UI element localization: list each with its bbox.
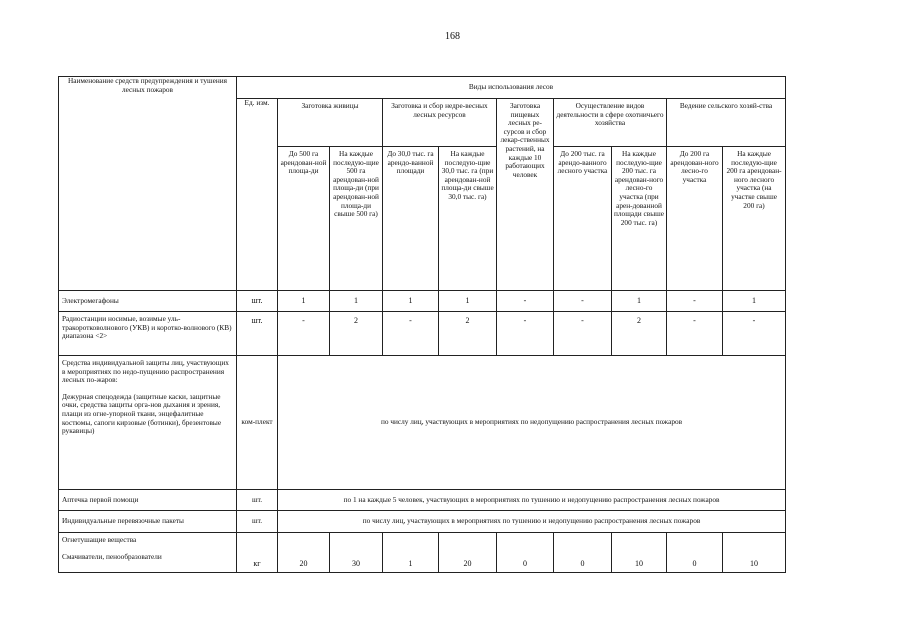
- row-value: 20: [439, 533, 497, 573]
- row-value: -: [497, 312, 554, 356]
- row-unit: ком-плект: [237, 356, 278, 490]
- row-merged-value: по числу лиц, участвующих в мероприятиях по недопущению распространения лесных пожаров: [278, 356, 786, 490]
- row-value: 30: [330, 533, 383, 573]
- row-name-part1: Средства индивидуальной защиты лиц, участвующих в мероприятиях по недо-пущению распространения лесных по-жаров:: [62, 358, 229, 385]
- row-unit: кг: [237, 533, 278, 573]
- row-merged-value: по 1 на каждые 5 человек, участвующих в мероприятиях по тушению и недопущению распространения лесных пожаров: [278, 490, 786, 511]
- row-value: 1: [383, 291, 439, 312]
- row-name-part2: Смачиватели, пенообразователи: [62, 551, 162, 561]
- subheader-hunting-each-next: На каждые последую-щие 200 тыс. га арендован-ного лесно-го участка (при арен-дованной площади свыше 200 тыс. га): [612, 147, 667, 291]
- row-name-part2: Дежурная спецодежда (защитные каски, защитные очки, средства защиты орга-нов дыхания и зрения, плащи из огне-упорной ткани, энцефалитные костюмы, сапоги кирзовые (ботинки), брезентовые рукавицы): [62, 391, 222, 436]
- row-value: 0: [667, 533, 723, 573]
- header-group-non-timber: Заготовка и сбор недре-весных лесных ресурсов: [383, 99, 497, 147]
- table-row: [59, 533, 786, 573]
- subheader-non-timber-each-next: На каждые последую-щие 30,0 тыс. га (при арендован-ной площа-ди свыше 30,0 тыс. га): [439, 147, 497, 291]
- row-name: Аптечка первой помощи: [59, 490, 237, 511]
- header-name-column: Наименование средств предупреждения и тушения лесных пожаров: [59, 77, 237, 291]
- row-value: -: [667, 291, 723, 312]
- header-group-food-resources: Заготовка пищевых лесных ре-сурсов и сбор лекар-ственных растений, на каждые 10 работающих человек: [497, 99, 554, 291]
- row-value: 0: [497, 533, 554, 573]
- row-value: -: [723, 312, 786, 356]
- page-number: 168: [445, 31, 460, 42]
- table-row: [59, 511, 786, 533]
- row-value: -: [278, 312, 330, 356]
- row-merged-value: по числу лиц, участвующих в мероприятиях по тушению и недопущению распространения лесных пожаров: [278, 511, 786, 533]
- row-unit: шт.: [237, 511, 278, 533]
- row-unit: шт.: [237, 312, 278, 356]
- row-value: 10: [612, 533, 667, 573]
- subheader-resin-up-to: До 500 га арендован-ной площа-ди: [278, 147, 330, 291]
- row-unit: шт.: [237, 291, 278, 312]
- subheader-resin-each-next: На каждые последую-щие 500 га арендован-ной площа-ди (при арендован-ной площа-ди свыше 500 га): [330, 147, 383, 291]
- row-value: 1: [439, 291, 497, 312]
- row-value: 1: [330, 291, 383, 312]
- header-group-agriculture: Ведение сельского хозяй-ства: [667, 99, 786, 147]
- row-unit: шт.: [237, 490, 278, 511]
- header-group-resin: Заготовка живицы: [278, 99, 383, 147]
- row-value: 1: [383, 533, 439, 573]
- row-value: -: [554, 312, 612, 356]
- header-group-hunting: Осуществление видов деятельности в сфере охотничьего хозяйства: [554, 99, 667, 147]
- table-row: [59, 312, 786, 356]
- row-value: -: [383, 312, 439, 356]
- table-row: [59, 490, 786, 511]
- subheader-non-timber-up-to: До 30,0 тыс. га арендо-ванной площади: [383, 147, 439, 291]
- subheader-agriculture-each-next: На каждые последую-щие 200 га арендован-ного лесного участка (на участке свыше 200 га): [723, 147, 786, 291]
- table-row: [59, 291, 786, 312]
- fire-equipment-table: [58, 76, 786, 573]
- row-value: 2: [439, 312, 497, 356]
- row-value: -: [497, 291, 554, 312]
- row-value: 1: [612, 291, 667, 312]
- row-name: Индивидуальные перевязочные пакеты: [59, 511, 237, 533]
- header-unit: Ед. изм.: [237, 99, 278, 291]
- row-value: 1: [723, 291, 786, 312]
- subheader-agriculture-up-to: До 200 га арендован-ного лесно-го участка: [667, 147, 723, 291]
- row-value: 10: [723, 533, 786, 573]
- row-value: -: [554, 291, 612, 312]
- table-row: [59, 356, 786, 490]
- row-name: [59, 356, 237, 490]
- row-name: Электромегафоны: [59, 291, 237, 312]
- row-value: 1: [278, 291, 330, 312]
- row-value: 2: [612, 312, 667, 356]
- header-forest-use-types: Виды использования лесов: [237, 77, 786, 99]
- row-value: 0: [554, 533, 612, 573]
- row-name: [59, 533, 237, 573]
- subheader-hunting-up-to: До 200 тыс. га арендо-ванного лесного участка: [554, 147, 612, 291]
- row-name-part1: Огнетушащие вещества: [62, 535, 137, 544]
- row-name: Радиостанции носимые, возимые уль-тракоротковолнового (УКВ) и коротко-волнового (КВ) диапазона <2>: [59, 312, 237, 356]
- row-value: 2: [330, 312, 383, 356]
- row-value: -: [667, 312, 723, 356]
- row-value: 20: [278, 533, 330, 573]
